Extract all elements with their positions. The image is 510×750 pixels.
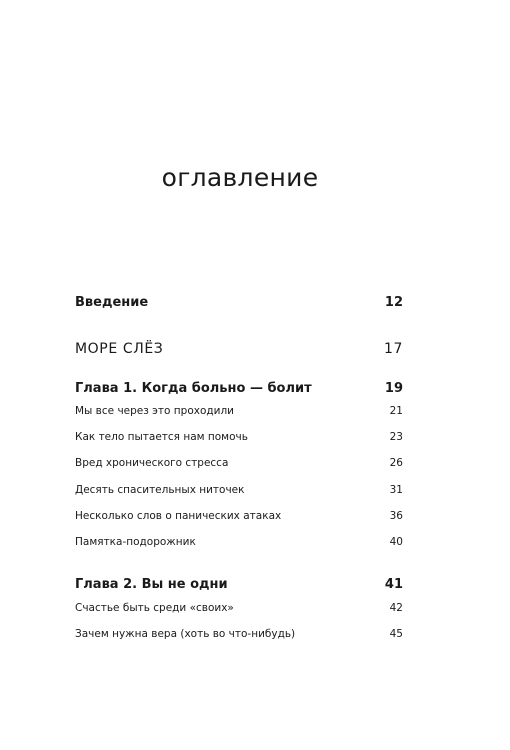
toc-entry-label: Как тело пытается нам помочь	[75, 431, 248, 443]
toc-entry-page: 26	[389, 457, 403, 469]
toc-entry-page: 19	[384, 381, 403, 396]
toc-entry-page: 21	[389, 405, 403, 417]
toc-entry-section[interactable]	[75, 431, 403, 443]
page-title: оглавление	[161, 163, 319, 192]
toc-entry-label: Несколько слов о панических атаках	[75, 510, 282, 522]
toc-entry-label: Памятка-подорожник	[75, 536, 196, 548]
toc-entry-page: 23	[389, 431, 403, 443]
toc-entry-section[interactable]	[75, 405, 403, 417]
toc-entry-label: Мы все через это проходили	[75, 405, 235, 417]
toc-entry-page: 17	[383, 341, 403, 357]
toc-entry-section[interactable]	[75, 484, 403, 496]
toc-entry-page: 31	[389, 484, 403, 496]
toc-entry-section[interactable]	[75, 457, 403, 469]
toc-entry-page: 40	[389, 536, 403, 548]
toc-entry-label: Вред хронического стресса	[75, 457, 229, 469]
toc-entry-label: Счастье быть среди «своих»	[75, 602, 234, 614]
toc-entry-section[interactable]	[75, 602, 403, 614]
toc-entry-introduction[interactable]	[75, 295, 403, 310]
toc-entry-label: Введение	[75, 295, 149, 310]
toc-entry-label: Глава 2. Вы не одни	[75, 577, 228, 592]
toc-entry-page: 42	[389, 602, 403, 614]
toc-entry-label: Десять спасительных ниточек	[75, 484, 245, 496]
toc-entry-page: 45	[389, 628, 403, 640]
toc-entry-section[interactable]	[75, 510, 403, 522]
toc-entry-part[interactable]	[75, 341, 403, 357]
toc-entry-section[interactable]	[75, 536, 403, 548]
toc-entry-label: Зачем нужна вера (хоть во что-нибудь)	[75, 628, 296, 640]
toc-entry-chapter-2[interactable]	[75, 577, 403, 592]
toc-entry-chapter-1[interactable]	[75, 381, 403, 396]
toc-entry-page: 12	[384, 295, 403, 310]
toc-entry-label: МОРЕ СЛЁЗ	[75, 341, 164, 357]
toc-entry-page: 36	[389, 510, 403, 522]
toc-entry-label: Глава 1. Когда больно — болит	[75, 381, 312, 396]
toc-entry-section[interactable]	[75, 628, 403, 640]
toc-entry-page: 41	[384, 577, 403, 592]
